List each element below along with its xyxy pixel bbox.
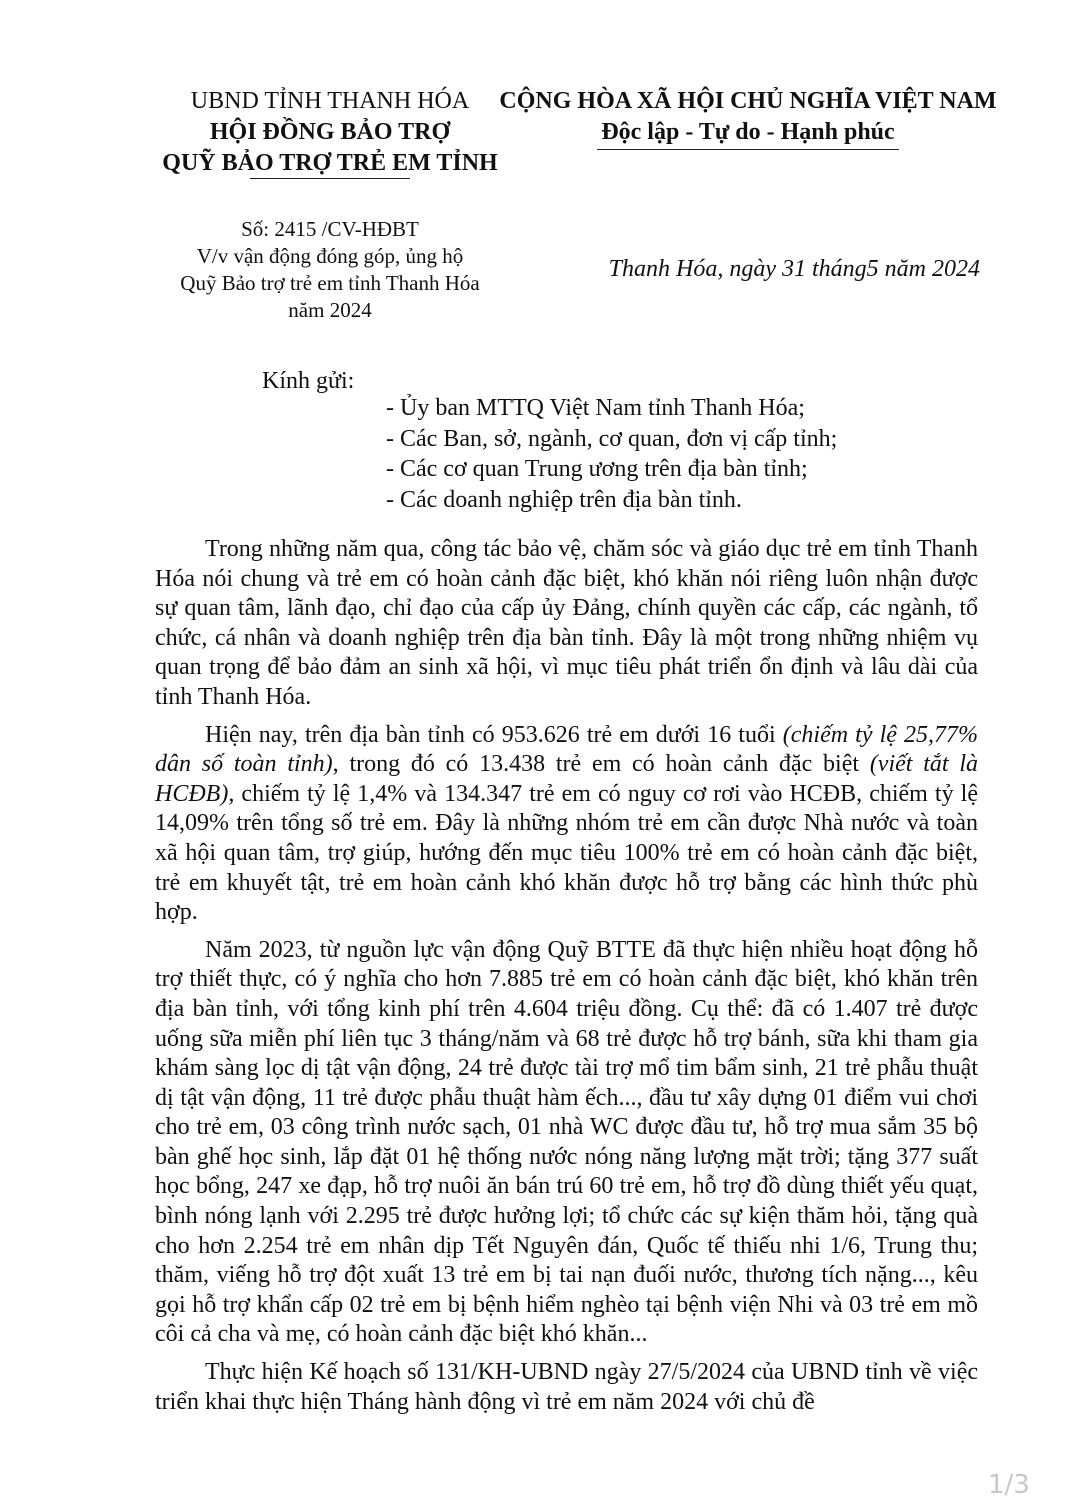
date-line: Thanh Hóa, ngày 31 tháng5 năm 2024 (608, 256, 980, 282)
national-motto: Độc lập - Tự do - Hạnh phúc (601, 119, 895, 145)
recipient-item: - Các Ban, sở, ngành, cơ quan, đơn vị cấp tỉnh; (386, 425, 838, 452)
recipient-item: - Ủy ban MTTQ Việt Nam tỉnh Thanh Hóa; (386, 395, 805, 421)
national-title: CỘNG HÒA XÃ HỘI CHỦ NGHĨA VIỆT NAM (499, 88, 997, 114)
recipient-list (386, 393, 986, 515)
recipient-item: - Các cơ quan Trung ương trên địa bàn tỉnh; (386, 456, 808, 482)
agency-line-3: QUỸ BẢO TRỢ TRẺ EM TỈNH (162, 150, 498, 176)
paragraph-1: Trong những năm qua, công tác bảo vệ, chăm sóc và giáo dục trẻ em tỉnh Thanh Hóa nói chung và trẻ em có hoàn cảnh đặc biệt, khó khăn nói riêng luôn nhận được sự quan tâm, lãnh đạo, chỉ đạo của cấp ủy Đảng, chính quyền các cấp, các ngành, tổ chức, cá nhân và doanh nghiệp trên địa bàn tỉnh. Đây là một trong những nhiệm vụ quan trọng để bảo đảm an sinh xã hội, vì mục tiêu phát triển ổn định và lâu dài của tỉnh Thanh Hóa. (155, 536, 978, 710)
subject-line-1: V/v vận động đóng góp, ủng hộ (196, 244, 464, 268)
letter-body (155, 535, 978, 1425)
paragraph-2-italic-b: (viết tắt là HCĐB) (155, 751, 978, 807)
document-number: Số: 2415 /CV-HĐBT (241, 217, 419, 241)
paragraph-4: Thực hiện Kế hoạch số 131/KH-UBND ngày 27/5/2024 của UBND tỉnh về việc triển khai thực hiện Tháng hành động vì trẻ em năm 2024 với chủ đề (155, 1359, 978, 1415)
paragraph-2-text-c: , chiếm tỷ lệ 1,4% và 134.347 trẻ em có nguy cơ rơi vào HCĐB, chiếm tỷ lệ 14,09% trên tổng số trẻ em. Đây là những nhóm trẻ em cần được Nhà nước và toàn xã hội quan tâm, trợ giúp, hướng đến mục tiêu 100% trẻ em có hoàn cảnh đặc biệt, trẻ em khuyết tật, trẻ em hoàn cảnh khó khăn được hỗ trợ bằng các hình thức phù hợp. (155, 780, 978, 926)
greeting: Kính gửi: (262, 368, 355, 394)
subject-line-3: năm 2024 (288, 298, 372, 322)
agency-line-1: UBND TỈNH THANH HÓA (190, 88, 470, 114)
paragraph-2-text-b: , trong đó có 13.438 trẻ em có hoàn cảnh đặc biệt (332, 751, 870, 778)
paragraph-2-text-a: Hiện nay, trên địa bàn tỉnh có 953.626 trẻ em dưới 16 tuổi (205, 721, 783, 748)
page-indicator: 1/3 (988, 1470, 1030, 1500)
subject-line-2: Quỹ Bảo trợ trẻ em tỉnh Thanh Hóa (180, 271, 480, 295)
recipient-item: - Các doanh nghiệp trên địa bàn tỉnh. (386, 486, 742, 513)
document-reference (130, 216, 530, 324)
paragraph-2-italic-a: (chiếm tỷ lệ 25,77% dân số toàn tỉnh) (155, 721, 978, 778)
national-header (498, 86, 998, 150)
paragraph-3: Năm 2023, từ nguồn lực vận động Quỹ BTTE đã thực hiện nhiều hoạt động hỗ trợ thiết thực, có ý nghĩa cho hơn 7.885 trẻ em có hoàn cảnh đặc biệt, khó khăn trên địa bàn tỉnh, với tổng kinh phí trên 4.604 triệu đồng. Cụ thể: đã có 1.407 trẻ được uống sữa miễn phí liên tục 3 tháng/năm và 68 trẻ được hỗ trợ bánh, sữa khi tham gia khám sàng lọc dị tật vận động, 24 trẻ được tài trợ mổ tim bẩm sinh, 21 trẻ phẫu thuật dị tật vận động, 11 trẻ được phẫu thuật hàm ếch..., đầu tư xây dựng 01 điểm vui chơi cho trẻ em, 03 công trình nước sạch, 01 nhà WC được đầu tư, hỗ trợ mua sắm 35 bộ bàn ghế học sinh, lắp đặt 01 hệ thống nước nóng năng lượng mặt trời; tặng 377 suất học bổng, 247 xe đạp, hỗ trợ nuôi ăn bán trú 60 trẻ em, hỗ trợ đồ dùng thiết yếu quạt, bình nóng lạnh với 2.295 trẻ được hưởng lợi; tổ chức các sự kiện thăm hỏi, tặng quà cho hơn 2.254 trẻ em nhân dịp Tết Nguyên đán, Quốc tế thiếu nhi 1/6, Trung thu; thăm, viếng hỗ trợ đột xuất 13 trẻ em bị tai nạn đuối nước, thương tích nặng..., kêu gọi hỗ trợ khẩn cấp 02 trẻ em bị bệnh hiểm nghèo tại bệnh viện Nhi và 03 trẻ em mồ côi cả cha và mẹ, có hoàn cảnh đặc biệt khó khăn... (155, 936, 978, 1348)
agency-line-2: HỘI ĐỒNG BẢO TRỢ (209, 119, 451, 145)
agency-underline (250, 178, 410, 179)
issuing-agency-header (130, 86, 530, 179)
motto-underline (597, 149, 899, 150)
paragraph-2 (155, 721, 978, 928)
